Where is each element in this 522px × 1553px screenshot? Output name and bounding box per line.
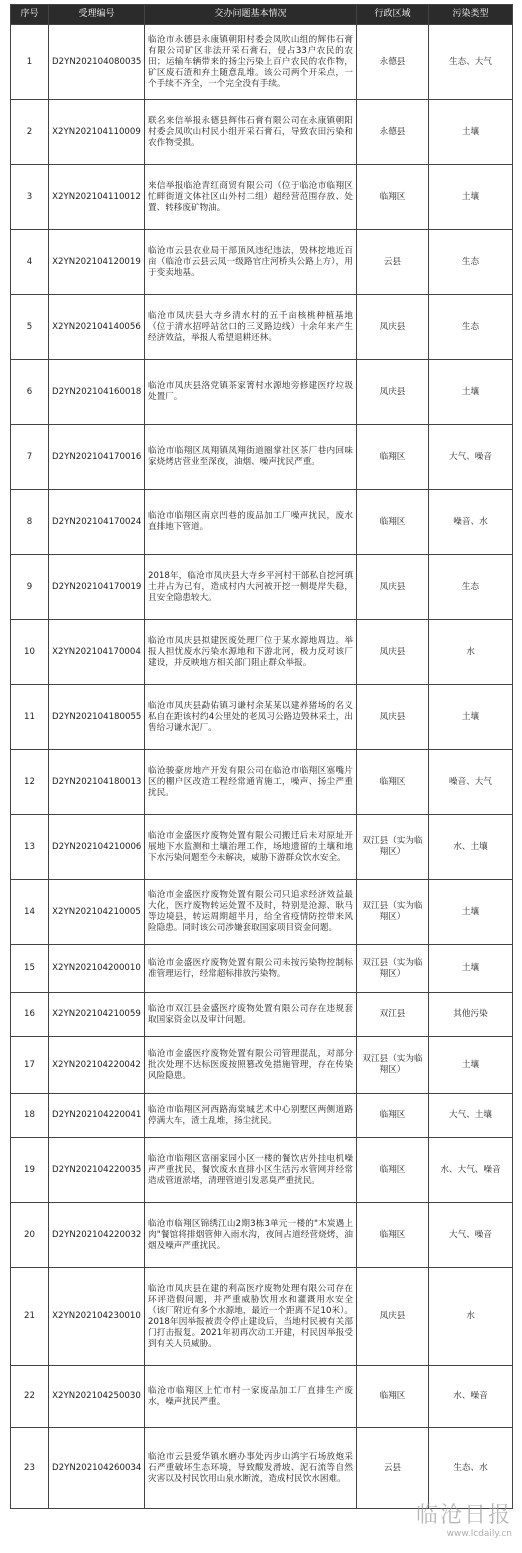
cell-desc: 临沧市凤庆县在建的利高医疗废物处理有限公司存在环评造假问题，并严重威胁饮用水和灌溉用水安全（该厂附近有多个水源地，最近一个距离不足10米）。2018年因举报被责令停止建设后，当地村民被有关部门打击报复。2021年初再次动工开建，村民因举报受到有关人员威胁。: [145, 1268, 357, 1366]
table-row: [11, 1094, 513, 1138]
cell-type: 其他污染: [429, 993, 513, 1037]
cell-no: 19: [11, 1138, 49, 1203]
cell-area: 双江县（实为临翔区）: [357, 880, 429, 945]
cell-id: D2YN202104080035: [49, 25, 145, 100]
cell-desc: 临沧市云县爱华镇水磨办事处丙步山鸿宇石场放炮采石严重破坏生态环境，导致酸发滑坡、泥石流等自然灾害以及村民饮用山泉水断流，造成村民饮水困难。: [145, 1428, 357, 1509]
cell-id: D2YN202104260034: [49, 1428, 145, 1509]
table-row: [11, 165, 513, 230]
cell-no: 9: [11, 555, 49, 620]
table-row: [11, 100, 513, 165]
cell-type: 土壤: [429, 100, 513, 165]
cell-desc: 临沧市临翔区锦绣江山2期3栋3单元一楼的"木炭遇上肉"餐馆将排烟管伸入雨水沟，夜间占道经营烧烤，油烟及噪声严重扰民。: [145, 1203, 357, 1268]
cell-type: 大气、噪音: [429, 1203, 513, 1268]
table-row: [11, 880, 513, 945]
cell-desc: 临沧市临翔区南京凹巷的废品加工厂噪声扰民，废水直排地下管道。: [145, 490, 357, 555]
table-row: [11, 425, 513, 490]
cell-desc: 2018年，临沧市凤庆县大寺乡平河村干部私自挖河填土并占为己有，造成村内大河被开挖一侧堤岸失稳，且安全隐患较大。: [145, 555, 357, 620]
cell-no: 17: [11, 1037, 49, 1094]
complaints-table: [10, 4, 513, 1509]
cell-no: 10: [11, 620, 49, 685]
cell-desc: 临沧市凤庆县大寺乡清水村的五千亩核桃种植基地（位于清水招呼站岔口的三叉路边线）十余年来产生经济效益，举报人希望退耕还林。: [145, 295, 357, 360]
cell-id: X2YN202104140056: [49, 295, 145, 360]
cell-area: 凤庆县: [357, 555, 429, 620]
cell-type: 大气、噪音: [429, 425, 513, 490]
cell-type: 土壤: [429, 945, 513, 993]
cell-id: D2YN202104220032: [49, 1203, 145, 1268]
cell-no: 14: [11, 880, 49, 945]
watermark-title: 临沧日报: [415, 1503, 512, 1528]
table-row: [11, 490, 513, 555]
cell-type: 生态: [429, 230, 513, 295]
cell-area: 凤庆县: [357, 620, 429, 685]
cell-area: 临翔区: [357, 1138, 429, 1203]
cell-id: D2YN202104220041: [49, 1094, 145, 1138]
cell-area: 凤庆县: [357, 1268, 429, 1366]
cell-id: D2YN202104180013: [49, 750, 145, 815]
cell-desc: 临沧市金盛医疗废物处置有限公司只追求经济效益最大化，医疗废物转运处置不及时，特别是沧源、耿马等边境县，转运周期超半月，给全省疫情防控带来风险隐患。同时该公司涉嫌套取国家项目资金问题。: [145, 880, 357, 945]
cell-area: 双江县（实为临翔区）: [357, 815, 429, 880]
cell-no: 7: [11, 425, 49, 490]
table-body: [11, 25, 513, 1509]
cell-id: D2YN202104160018: [49, 360, 145, 425]
cell-no: 21: [11, 1268, 49, 1366]
cell-no: 11: [11, 685, 49, 750]
cell-no: 4: [11, 230, 49, 295]
cell-id: X2YN202104200010: [49, 945, 145, 993]
cell-desc: 临沧市永德县永康镇朝阳村委会凤吹山组的辉伟石膏有限公司矿区非法开采石膏石，侵占33户农民的农田；运输车辆带来的扬尘污染上百户农民的农作物，矿区废石渣和弃土随意乱堆。该公司两个开采点，一个手续不齐全，一个完全没有手续。: [145, 25, 357, 100]
table-row: [11, 945, 513, 993]
cell-desc: 临沧市金盛医疗废物处置有限公司管理混乱，对部分批次处理不达标医废按照篡改免措施管理，存在传染风险隐患。: [145, 1037, 357, 1094]
cell-no: 5: [11, 295, 49, 360]
cell-type: 生态、大气: [429, 25, 513, 100]
table-row: [11, 1037, 513, 1094]
table-row: [11, 1203, 513, 1268]
cell-no: 22: [11, 1366, 49, 1428]
cell-desc: 临沧骏豪房地产开发有限公司在临沧市临翔区塞嘴片区的棚户区改造工程经常通宵施工，噪声、扬尘严重扰民。: [145, 750, 357, 815]
header-area: 行政区域: [357, 5, 429, 25]
cell-area: 临翔区: [357, 1203, 429, 1268]
table-row: [11, 1268, 513, 1366]
cell-area: 凤庆县: [357, 360, 429, 425]
cell-desc: 临沧市凤庆县勐佑镇习谦村余某某以建养猪场的名义私自在距该村约4公里处的老凤习公路边毁林采土，出售给习谦水泥厂。: [145, 685, 357, 750]
watermark-url: www.lcdaily.cn: [446, 1529, 512, 1539]
cell-desc: 联名来信举报永德县辉伟石膏有限公司在永康镇朝阳村委会凤吹山村民小组开采石膏石，导致农田污染和农作物受损。: [145, 100, 357, 165]
cell-type: 土壤: [429, 165, 513, 230]
table-row: [11, 25, 513, 100]
cell-type: 噪音、大气: [429, 750, 513, 815]
cell-area: 永德县: [357, 25, 429, 100]
cell-id: D2YN202104170019: [49, 555, 145, 620]
table-row: [11, 230, 513, 295]
cell-area: 临翔区: [357, 165, 429, 230]
cell-area: 双江县（实为临翔区）: [357, 945, 429, 993]
cell-id: D2YN202104170024: [49, 490, 145, 555]
cell-type: 水: [429, 620, 513, 685]
cell-no: 16: [11, 993, 49, 1037]
cell-desc: 临沧市双江县金盛医疗废物处置有限公司存在违规套取国家资金以及审计问题。: [145, 993, 357, 1037]
watermark: [416, 1498, 512, 1539]
header-type: 污染类型: [429, 5, 513, 25]
cell-area: 云县: [357, 230, 429, 295]
cell-id: X2YN202104220042: [49, 1037, 145, 1094]
cell-no: 3: [11, 165, 49, 230]
cell-type: 水、噪音: [429, 1366, 513, 1428]
cell-area: 凤庆县: [357, 295, 429, 360]
cell-id: D2YN202104180055: [49, 685, 145, 750]
cell-type: 生态、水: [429, 1428, 513, 1509]
cell-desc: 来信举报临沧青红商贸有限公司（位于临沧市临翔区忙畔街道文体社区山外村二组）超经营范围存放、处置、转移废矿物油。: [145, 165, 357, 230]
cell-id: D2YN202104210006: [49, 815, 145, 880]
cell-no: 2: [11, 100, 49, 165]
cell-id: X2YN202104210059: [49, 993, 145, 1037]
cell-type: 水: [429, 1268, 513, 1366]
cell-no: 20: [11, 1203, 49, 1268]
cell-area: 云县: [357, 1428, 429, 1509]
cell-type: 生态: [429, 555, 513, 620]
cell-id: D2YN202104220035: [49, 1138, 145, 1203]
cell-desc: 临沧市临翔区上忙市村一家废品加工厂直排生产废水，噪声扰民严重。: [145, 1366, 357, 1428]
cell-id: X2YN202104210005: [49, 880, 145, 945]
cell-id: X2YN202104110009: [49, 100, 145, 165]
cell-type: 土壤: [429, 360, 513, 425]
cell-area: 凤庆县: [357, 685, 429, 750]
cell-no: 8: [11, 490, 49, 555]
cell-area: 双江县（实为临翔区）: [357, 1037, 429, 1094]
table-row: [11, 555, 513, 620]
cell-no: 13: [11, 815, 49, 880]
cell-desc: 临沧市云县农业局干部顶风违纪违法，毁林挖地近百亩（临沧市云县云凤一级路官庄河桥头公路上方），用于变卖地基。: [145, 230, 357, 295]
cell-area: 永德县: [357, 100, 429, 165]
header-no: 序号: [11, 5, 49, 25]
cell-desc: 临沧市金盛医疗废物处置有限公司搬迁后未对原址开展地下水监测和土壤治理工作，场地遗留的土壤和地下水污染问题至今未解决，威胁下游群众饮水安全。: [145, 815, 357, 880]
cell-id: D2YN202104170016: [49, 425, 145, 490]
cell-no: 1: [11, 25, 49, 100]
table-row: [11, 993, 513, 1037]
cell-no: 6: [11, 360, 49, 425]
cell-no: 12: [11, 750, 49, 815]
cell-type: 生态: [429, 295, 513, 360]
table-row: [11, 685, 513, 750]
cell-id: X2YN202104250030: [49, 1366, 145, 1428]
cell-area: 临翔区: [357, 1094, 429, 1138]
header-id: 受理编号: [49, 5, 145, 25]
cell-desc: 临沧市临翔区富丽家园小区一楼的餐饮店外挂电机噪声严重扰民，餐饮废水直排小区生活污水管网并经常造成管道淤堵，清理管道引发恶臭严重扰民。: [145, 1138, 357, 1203]
cell-area: 双江县: [357, 993, 429, 1037]
table-header-row: [11, 5, 513, 25]
cell-area: 临翔区: [357, 750, 429, 815]
cell-type: 水、土壤: [429, 815, 513, 880]
table-row: [11, 295, 513, 360]
table-row: [11, 620, 513, 685]
header-desc: 交办问题基本情况: [145, 5, 357, 25]
cell-area: 临翔区: [357, 425, 429, 490]
cell-area: 临翔区: [357, 490, 429, 555]
cell-type: 噪音、水: [429, 490, 513, 555]
cell-type: 土壤: [429, 1037, 513, 1094]
cell-area: 临翔区: [357, 1366, 429, 1428]
cell-id: X2YN202104170004: [49, 620, 145, 685]
cell-type: 水、大气、噪音: [429, 1138, 513, 1203]
cell-no: 18: [11, 1094, 49, 1138]
cell-desc: 临沧市凤庆县拟建医废处理厂位于某水源地周边。举报人担忧废水污染水源地和下游北河，极力反对该厂建设，并反映地方相关部门阻止群众举报。: [145, 620, 357, 685]
table-row: [11, 1428, 513, 1509]
cell-desc: 临沧市金盛医疗废物处置有限公司未按污染物控制标准管理运行，经常超标排放污染物。: [145, 945, 357, 993]
cell-id: X2YN202104230010: [49, 1268, 145, 1366]
cell-id: X2YN202104110012: [49, 165, 145, 230]
table-row: [11, 750, 513, 815]
cell-no: 23: [11, 1428, 49, 1509]
cell-type: 大气、土壤: [429, 1094, 513, 1138]
cell-desc: 临沧市临翔区河西路海棠城艺术中心别墅区两侧道路停满大车，渣土乱堆，扬尘扰民。: [145, 1094, 357, 1138]
cell-desc: 临沧市临翔区凤翔镇凤翔街道圈掌社区茶厂巷内回味家烧烤店营业至深夜，油烟、噪声扰民严重。: [145, 425, 357, 490]
cell-type: 土壤: [429, 685, 513, 750]
cell-type: 土壤: [429, 880, 513, 945]
table-row: [11, 1138, 513, 1203]
table-row: [11, 1366, 513, 1428]
cell-id: X2YN202104120019: [49, 230, 145, 295]
cell-desc: 临沧市凤庆县洛党镇茶家箐村水源地旁修建医疗垃圾处置厂。: [145, 360, 357, 425]
cell-no: 15: [11, 945, 49, 993]
table-row: [11, 360, 513, 425]
table-row: [11, 815, 513, 880]
